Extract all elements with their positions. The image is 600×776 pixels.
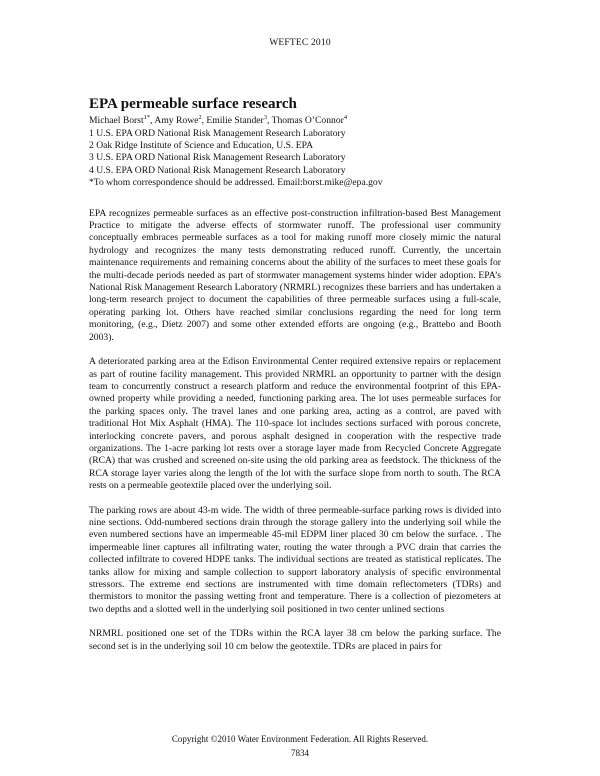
correspondence-note: *To whom correspondence should be addressed. Email:borst.mike@epa.gov xyxy=(89,177,383,189)
affiliation-line: 4 U.S. EPA ORD National Risk Management Research Laboratory xyxy=(89,164,346,176)
author-superscript: 1* xyxy=(143,114,151,121)
author-superscript: 3 xyxy=(263,114,267,121)
body-paragraph: A deteriorated parking area at the Edison Environmental Center required extensive repairs or replacement as part of routine facility management. This provided NRMRL an opportunity to partner with the design team to concurrently construct a research platform and reduce the environmental footprint of this EPA-owned property while providing a needed, functioning parking area. The lot uses permeable surfaces for the parking spaces only. The travel lanes and one parking area, acting as a control, are paved with traditional Hot Mix Asphalt (HMA). The 110-space lot includes sections surfaced with porous concrete, interlocking concrete pavers, and porous asphalt designed in cooperation with the respective trade organizations. The 1-acre parking lot rests over a storage layer made from Recycled Concrete Aggregate (RCA) that was crushed and screened on-site using the old parking area as feedstock. The thickness of the RCA storage layer varies along the length of the lot with the surface slope from north to south. The RCA rests on a permeable geotextile placed over the underlying soil. xyxy=(89,356,501,492)
copyright-notice: Copyright ©2010 Water Environment Federation. All Rights Reserved. xyxy=(171,734,429,744)
author-name: Michael Borst xyxy=(89,115,144,127)
page-number: 7834 xyxy=(291,748,309,758)
author-separator: , xyxy=(150,115,155,127)
author-name: Emilie Stander xyxy=(206,115,264,127)
paper-title: EPA permeable surface research xyxy=(89,96,297,112)
author-list xyxy=(89,112,501,128)
body-paragraph: The parking rows are about 43-m wide. The width of three permeable-surface parking rows is divided into nine sections. Odd-numbered sections drain through the storage gallery into the underlying soil while the even numbered sections have an impermeable 45-mil EDPM liner placed 30 cm below the surface. . The impermeable liner captures all infiltrating water, routing the water through a PVC drain that carries the collected infiltrate to covered HDPE tanks. The individual sections are treated as statistical replicates. The tanks allow for mixing and sample collection to support laboratory analysis of specific environmental stressors. The extreme end sections are instrumented with time domain reflectometers (TDRs) and thermistors to monitor the passing wetting front and temperature. There is a collection of piezometers at two depths and a slotted well in the underlying soil positioned in two center unlined sections xyxy=(89,504,501,615)
author-separator: , xyxy=(201,115,207,127)
author-name: Amy Rowe xyxy=(154,115,199,127)
author-superscript: 4 xyxy=(343,114,348,121)
page-footer xyxy=(0,732,600,760)
affiliation-line: 3 U.S. EPA ORD National Risk Management Research Laboratory xyxy=(89,152,346,164)
body-paragraph: NRMRL positioned one set of the TDRs within the RCA layer 38 cm below the parking surface. The second set is in the underlying soil 10 cm below the geotextile. TDRs are placed in pairs for xyxy=(89,628,501,652)
author-name: Thomas O’Connor xyxy=(271,115,344,127)
author-separator: , xyxy=(266,115,272,127)
body-paragraph: EPA recognizes permeable surfaces as an effective post-construction infiltration-based Best Management Practice to mitigate the adverse effects of stormwater runoff. The professional user community conceptually embraces permeable surfaces as a tool for making runoff more closely mimic the natural hydrology and recognizes the many tests demonstrating reduced runoff. Currently, the uncertain maintenance requirements and remaining concerns about the ability of the surfaces to meet these goals for the multi-decade periods needed as part of stormwater management systems hinder wider adoption. EPA’s National Risk Management Research Laboratory (NRMRL) recognizes these barriers and has undertaken a long-term research project to document the capabilities of three permeable surfaces using a full-scale, operating parking lot. Others have reached similar conclusions regarding the need for long term monitoring, (e.g., Dietz 2007) and some other extended efforts are ongoing (e.g., Brattebo and Booth 2003). xyxy=(89,207,501,343)
author-superscript: 2 xyxy=(198,114,202,121)
paper-body xyxy=(89,96,501,665)
running-head: WEFTEC 2010 xyxy=(269,38,331,48)
affiliation-list xyxy=(89,128,501,190)
affiliation-line: 1 U.S. EPA ORD National Risk Management Research Laboratory xyxy=(89,127,346,139)
affiliation-line: 2 Oak Ridge Institute of Science and Education, U.S. EPA xyxy=(89,140,313,151)
